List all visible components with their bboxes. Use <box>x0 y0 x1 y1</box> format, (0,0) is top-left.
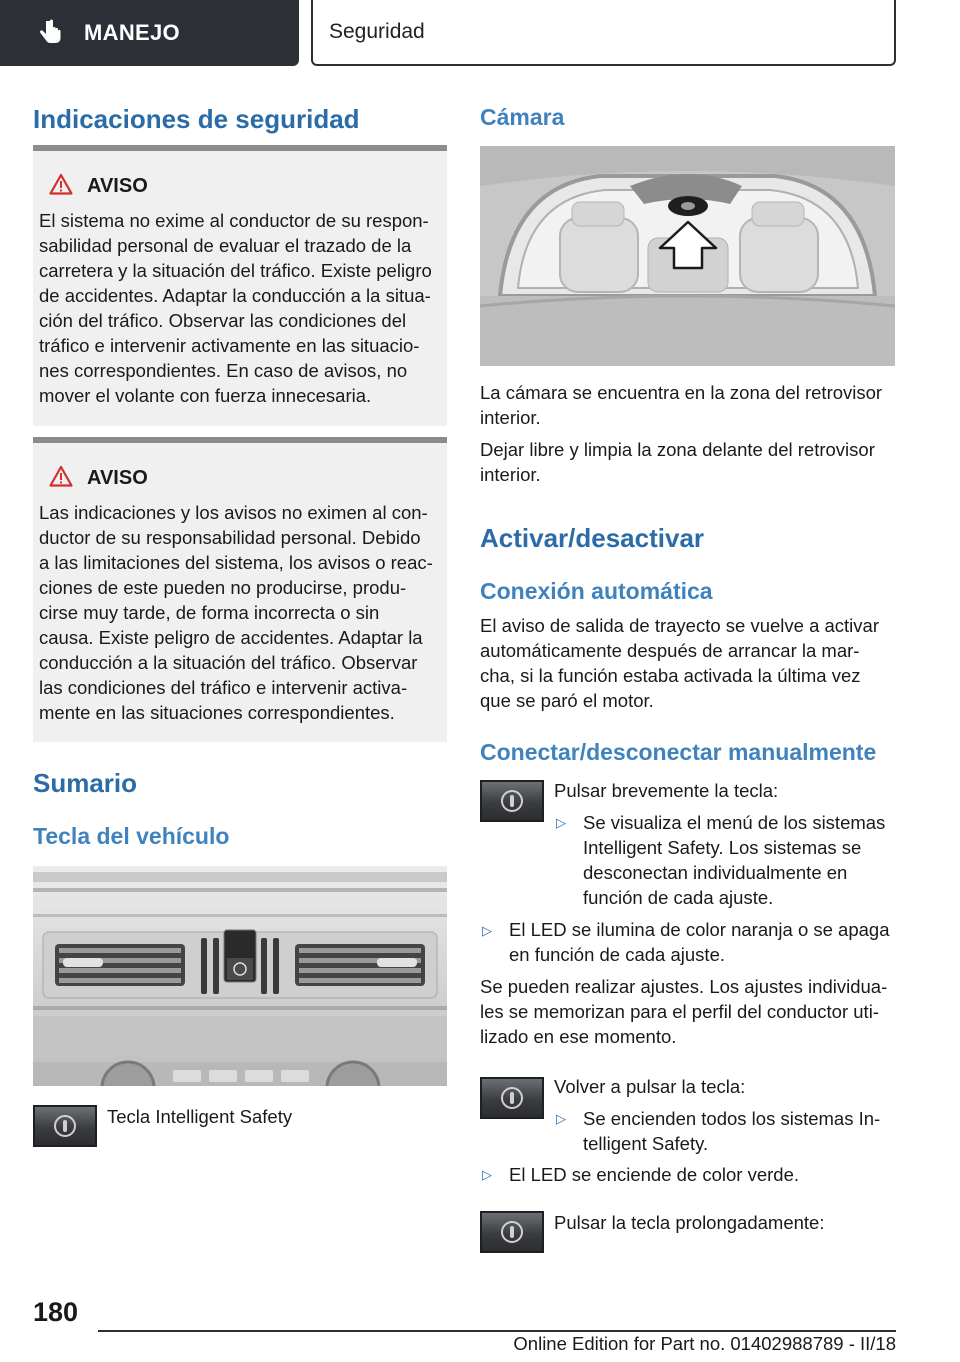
bullet-2: El LED se ilumina de color naranja o se apaga en función de cada ajuste. <box>509 919 890 965</box>
warning-label: AVISO <box>87 467 148 489</box>
hand-pointer-icon <box>36 19 64 47</box>
chapter-title: MANEJO <box>84 20 180 45</box>
camara-paragraph-2: Dejar libre y limpia la zona delante del retrovisor interior. <box>480 439 875 485</box>
warning-text-1: El sistema no exime al conductor de su respon‐ sabilidad personal de evaluar el trazado de la carretera y la situación del tráfico. Existe peligro de accidentes. Adaptar la conducción a la situa‐ ción del tráfico. Observar las condiciones del tráfico e intervenir activamente en las situacio‐ nes correspondientes. En caso de avisos, no mover el volante con fuerza innecesaria. <box>39 210 432 406</box>
warning-text-2: Las indicaciones y los avisos no eximen al con‐ ductor de su responsabilidad personal. Debido a las limitaciones del sistema, los avisos o reac‐ ciones de este pueden no producirse, produ‐ cirse muy tarde, de forma incorrecta o sin causa. Existe peligro de accidentes. Adaptar la conducción a la situación del tráfico. Observar las condiciones del tráfico e intervenir activa‐ mente en las situaciones correspondientes. <box>39 502 433 723</box>
page-number: 180 <box>33 1297 79 1327</box>
manual-heading: Conectar/desconectar manualmente <box>480 739 877 765</box>
warning-box-2 <box>33 437 447 742</box>
edition-text: Online Edition for Part no. 01402988789 - II/18 <box>513 1333 896 1354</box>
conexion-paragraph: El aviso de salida de trayecto se vuelve a activar automáticamente después de arrancar la mar‐ cha, si la función estaba activada la última vez que se paró el motor. <box>480 615 879 711</box>
press-short-text: Pulsar brevemente la tecla: <box>554 780 779 801</box>
intelligent-safety-button-icon <box>33 1105 97 1147</box>
safety-heading: Indicaciones de seguridad <box>33 104 360 134</box>
bullet-triangle-icon: ▷ <box>482 1167 492 1182</box>
press-long-text: Pulsar la tecla prolongadamente: <box>554 1212 825 1233</box>
bullet-triangle-icon: ▷ <box>556 1111 566 1126</box>
bullet-triangle-icon: ▷ <box>482 923 492 938</box>
chapter-tab <box>0 0 299 66</box>
intelligent-safety-button-icon <box>480 1211 544 1253</box>
warning-box-1 <box>33 145 447 426</box>
press-again-text: Volver a pulsar la tecla: <box>554 1076 746 1097</box>
bullet-triangle-icon: ▷ <box>556 815 566 830</box>
button-caption: Tecla Intelligent Safety <box>107 1106 293 1127</box>
bullet-4: El LED se enciende de color verde. <box>509 1164 800 1185</box>
camara-heading: Cámara <box>480 104 565 130</box>
camara-paragraph-1: La cámara se encuentra en la zona del retrovisor interior. <box>480 382 883 428</box>
footer-rule <box>98 1330 896 1332</box>
bullet-1: Se visualiza el menú de los sistemas Intelligent Safety. Los sistemas se desconectan individualmente en función de cada ajuste. <box>583 812 886 908</box>
intelligent-safety-button-icon <box>480 780 544 822</box>
camera-photo <box>480 146 895 366</box>
warning-triangle-icon <box>49 173 73 200</box>
warning-triangle-icon <box>49 465 73 492</box>
section-title: Seguridad <box>329 20 425 43</box>
bullet-3: Se encienden todos los sistemas In‐ telligent Safety. <box>583 1108 881 1154</box>
section-tab <box>311 0 896 66</box>
sumario-heading: Sumario <box>33 768 138 798</box>
intelligent-safety-button-icon <box>480 1077 544 1119</box>
ajustes-paragraph: Se pueden realizar ajustes. Los ajustes individua‐ les se memorizan para el perfil del conductor uti‐ lizado en ese momento. <box>480 976 888 1047</box>
warning-label: AVISO <box>87 175 148 197</box>
conexion-heading: Conexión automática <box>480 578 713 604</box>
tecla-heading: Tecla del vehículo <box>33 823 230 849</box>
activar-heading: Activar/desactivar <box>480 523 705 553</box>
dashboard-photo <box>33 866 447 1086</box>
